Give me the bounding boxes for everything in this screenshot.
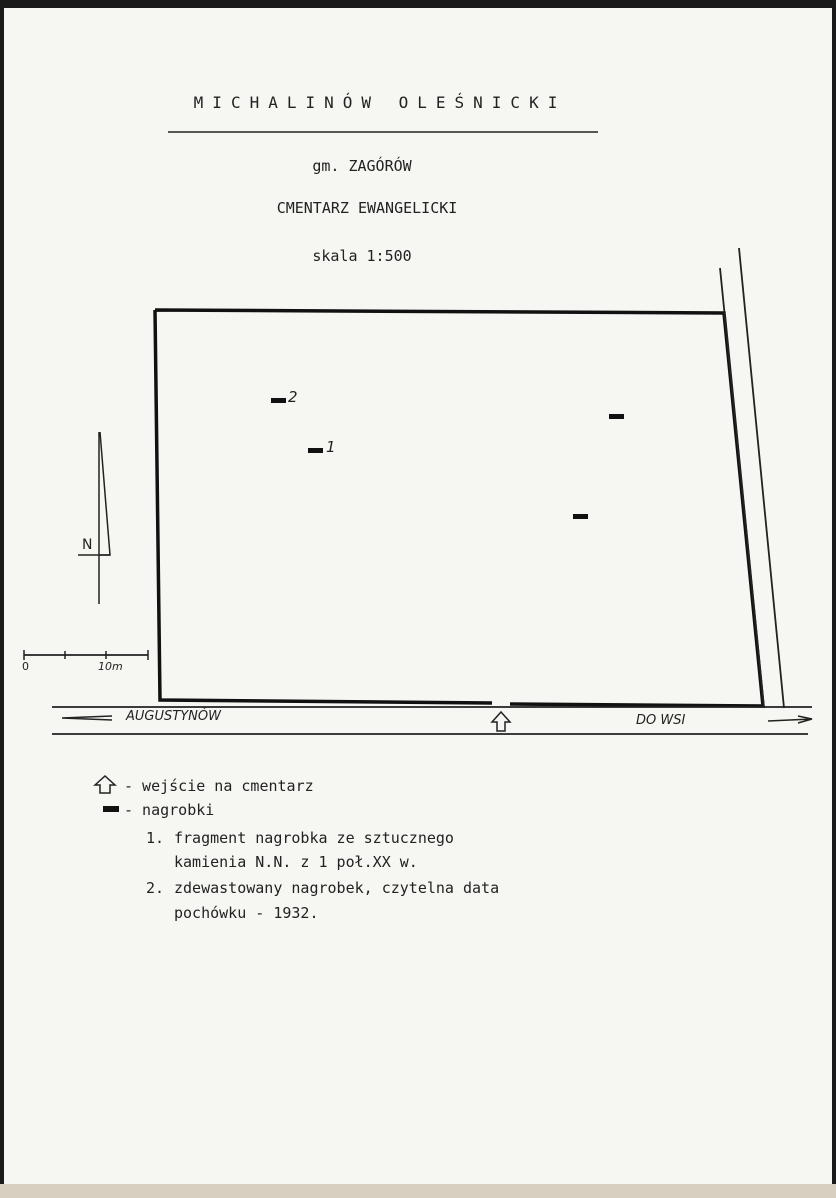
- legend-item-2-num: 2.: [146, 879, 165, 897]
- legend-item-1-line1: fragment nagrobka ze sztucznego: [174, 829, 454, 847]
- grave-1-label: 1: [326, 438, 336, 456]
- side-road-outer: [739, 248, 784, 708]
- legend-item-2-line2: pochówku - 1932.: [174, 904, 319, 922]
- page-title: MICHALINÓW OLEŚNICKI: [193, 93, 567, 112]
- north-arrow: [78, 432, 110, 604]
- legend-entrance: - wejście na cmentarz: [124, 777, 314, 795]
- scale-ten-label: 10m: [98, 660, 123, 673]
- legend-graves: - nagrobki: [124, 801, 215, 819]
- legend-item-1-num: 1.: [146, 829, 165, 847]
- north-label: N: [82, 537, 93, 553]
- legend-item-1-line2: kamienia N.N. z 1 poł.XX w.: [174, 853, 418, 871]
- road-label-do-wsi: DO WSI: [636, 713, 686, 728]
- scale-label: skala 1:500: [312, 247, 412, 265]
- commune-label: gm. ZAGÓRÓW: [312, 157, 412, 175]
- grave-1: [308, 448, 323, 453]
- arrow-left: [62, 716, 112, 720]
- grave-unlabeled-a: [609, 414, 624, 419]
- entrance-icon: [492, 712, 510, 731]
- grave-2: [271, 398, 286, 403]
- legend-item-2-line1: zdewastowany nagrobek, czytelna data: [174, 879, 500, 897]
- arrow-right: [768, 716, 812, 723]
- grave-2-label: 2: [288, 388, 298, 406]
- cemetery-label: CMENTARZ EWANGELICKI: [276, 199, 458, 217]
- road-label-augustynow: AUGUSTYNÓW: [126, 709, 221, 724]
- side-road-inner: [720, 268, 764, 708]
- grave-unlabeled-b: [573, 514, 588, 519]
- scale-bar: [24, 650, 148, 660]
- scale-zero-label: 0: [22, 660, 29, 673]
- cemetery-boundary: [155, 310, 763, 706]
